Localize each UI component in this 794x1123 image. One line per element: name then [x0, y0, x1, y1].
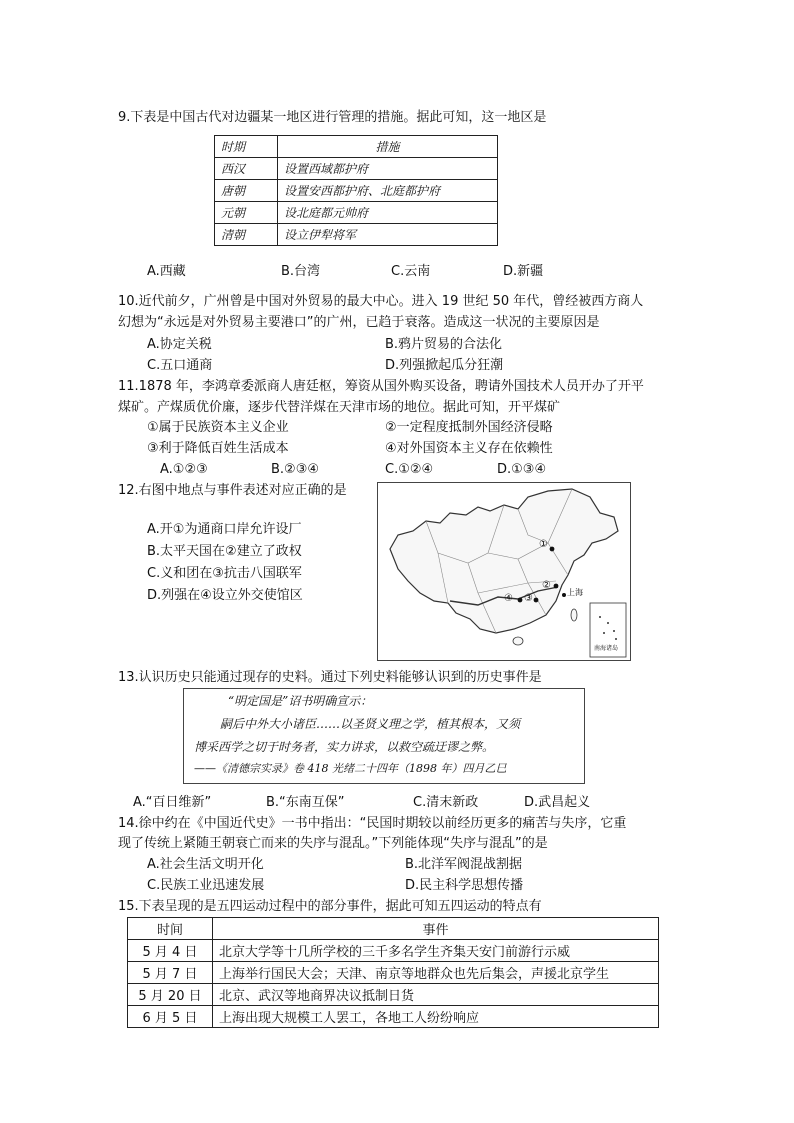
q13-option-a[interactable]: A.“百日维新” [133, 795, 212, 810]
table-row [215, 224, 498, 246]
table-cell: 设北庭都元帅府 [278, 202, 498, 224]
q14-option-b[interactable]: B.北洋军阀混战割据 [405, 857, 523, 872]
q14-line2: 现了传统上紧随王朝衰亡而来的失序与混乱。”下列能体现“失序与混乱”的是 [118, 836, 548, 851]
q10-line1: 10.近代前夕，广州曾是中国对外贸易的最大中心。进入 19 世纪 50 年代，曾经被西方商人 [118, 294, 644, 309]
table-row [128, 940, 659, 962]
q11-option-b[interactable]: B.②③④ [271, 462, 320, 477]
q11-line1: 11.1878 年，李鸿章委派商人唐廷枢，筹资从国外购买设备，聘请外国技术人员开办了开平 [118, 379, 644, 394]
taiwan-island [571, 609, 577, 621]
map-city-label: 上海 [567, 588, 583, 597]
q11-line2: 煤矿。产煤质优价廉，逐步代替洋煤在天津市场的地位。据此可知，开平煤矿 [118, 400, 561, 415]
table-cell: 设置西域都护府 [278, 158, 498, 180]
q11-option-d[interactable]: D.①③④ [497, 462, 547, 477]
q10-option-c[interactable]: C.五口通商 [147, 358, 213, 373]
table-cell: 北京大学等十几所学校的三千多名学生齐集天安门前游行示威 [213, 940, 659, 962]
table-cell: 5 月 7 日 [128, 962, 213, 984]
table-cell: 5 月 4 日 [128, 940, 213, 962]
q12-option-a[interactable]: A.开①为通商口岸允许设厂 [147, 522, 302, 537]
q15-table [127, 917, 659, 1028]
q13-quote-line2: 嗣后中外大小诸臣……以圣贤义理之学，植其根本，又须 [220, 717, 521, 731]
q14-option-a[interactable]: A.社会生活文明开化 [147, 857, 264, 872]
q9-option-a[interactable]: A.西藏 [147, 264, 186, 279]
q11-item-4: ④对外国资本主义存在依赖性 [385, 441, 553, 456]
map-marker-3: ③ [524, 593, 533, 604]
table-cell: 6 月 5 日 [128, 1006, 213, 1028]
q15-header-time: 时间 [128, 918, 213, 940]
map-marker-4: ④ [504, 593, 513, 604]
table-cell: 5 月 20 日 [128, 984, 213, 1006]
q15-stem: 15.下表呈现的是五四运动过程中的部分事件，据此可知五四运动的特点有 [118, 899, 542, 914]
map-inset-label: 南海诸岛 [594, 645, 619, 652]
marker-dot-3 [534, 598, 539, 603]
q14-option-c[interactable]: C.民族工业迅速发展 [147, 878, 265, 893]
table-cell: 唐朝 [215, 180, 278, 202]
q13-option-c[interactable]: C.清末新政 [413, 795, 479, 810]
q13-option-d[interactable]: D.武昌起义 [524, 795, 591, 810]
q13-quote-source: ——《清德宗实录》卷 418 光绪二十四年（1898 年）四月乙巳 [194, 762, 507, 775]
q11-item-2: ②一定程度抵制外国经济侵略 [385, 420, 553, 435]
q13-quote-line1: “明定国是”诏书明确宣示： [228, 694, 373, 708]
table-cell: 清朝 [215, 224, 278, 246]
table-row [128, 984, 659, 1006]
table-row [128, 1006, 659, 1028]
q10-option-d[interactable]: D.列强掀起瓜分狂潮 [385, 358, 504, 373]
q9-option-d[interactable]: D.新疆 [503, 264, 544, 279]
q9-stem: 9.下表是中国古代对边疆某一地区进行管理的措施。据此可知，这一地区是 [118, 110, 547, 125]
q9-option-c[interactable]: C.云南 [391, 264, 431, 279]
q10-option-b[interactable]: B.鸦片贸易的合法化 [385, 337, 503, 352]
q9-header-measure: 措施 [278, 136, 498, 158]
marker-dot-1 [550, 547, 555, 552]
table-cell: 设立伊犁将军 [278, 224, 498, 246]
china-map [377, 482, 631, 661]
q12-option-b[interactable]: B.太平天国在②建立了政权 [147, 544, 302, 559]
q13-stem: 13.认识历史只能通过现存的史料。通过下列史料能够认识到的历史事件是 [118, 670, 542, 685]
shanghai-dot [562, 593, 566, 597]
table-cell: 元朝 [215, 202, 278, 224]
q12-option-c[interactable]: C.义和团在③抗击八国联军 [147, 566, 302, 581]
q10-line2: 幻想为“永远是对外贸易主要港口”的广州，已趋于衰落。造成这一状况的主要原因是 [118, 315, 600, 330]
table-cell: 北京、武汉等地商界决议抵制日货 [213, 984, 659, 1006]
q13-option-b[interactable]: B.“东南互保” [266, 795, 345, 810]
table-cell: 上海出现大规模工人罢工，各地工人纷纷响应 [213, 1006, 659, 1028]
q13-quote-line3: 博采西学之切于时务者，实力讲求，以救空疏迂谬之弊。 [194, 740, 495, 754]
q14-line1: 14.徐中约在《中国近代史》一书中指出：“民国时期较以前经历更多的痛苦与失序，它重 [118, 816, 627, 831]
q10-option-a[interactable]: A.协定关税 [147, 337, 212, 352]
q11-item-3: ③利于降低百姓生活成本 [147, 441, 289, 456]
q11-item-1: ①属于民族资本主义企业 [147, 420, 289, 435]
q9-table [214, 135, 498, 246]
q12-stem: 12.右图中地点与事件表述对应正确的是 [118, 483, 347, 498]
table-row [215, 180, 498, 202]
q11-option-a[interactable]: A.①②③ [160, 462, 208, 477]
table-cell: 西汉 [215, 158, 278, 180]
table-row [215, 158, 498, 180]
table-cell: 设置安西都护府、北庭都护府 [278, 180, 498, 202]
q13-quote-box [183, 688, 585, 784]
q15-header-event: 事件 [213, 918, 659, 940]
q9-option-b[interactable]: B.台湾 [281, 264, 321, 279]
q9-header-period: 时期 [215, 136, 278, 158]
table-row [215, 202, 498, 224]
q12-option-d[interactable]: D.列强在④设立外交使馆区 [147, 588, 303, 603]
table-cell: 上海举行国民大会；天津、南京等地群众也先后集会，声援北京学生 [213, 962, 659, 984]
q11-option-c[interactable]: C.①②④ [385, 462, 434, 477]
map-marker-1: ① [539, 539, 548, 550]
table-row [128, 962, 659, 984]
china-map-graphic [378, 483, 630, 660]
marker-dot-2 [554, 584, 559, 589]
map-marker-2: ② [542, 580, 551, 591]
china-outline [390, 489, 618, 633]
hainan-island [513, 637, 523, 645]
marker-dot-4 [518, 598, 523, 603]
q14-option-d[interactable]: D.民主科学思想传播 [405, 878, 524, 893]
